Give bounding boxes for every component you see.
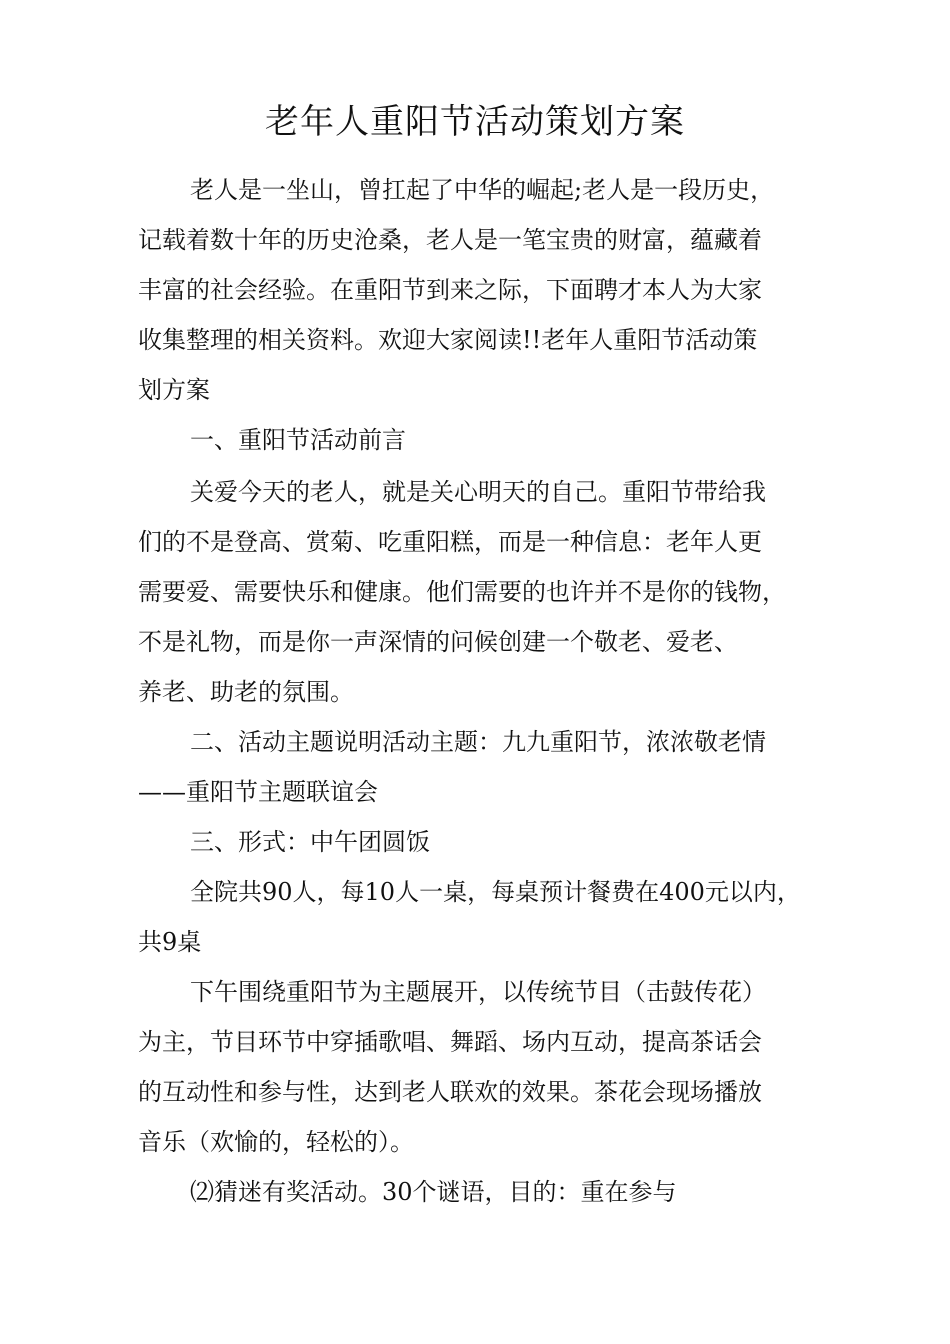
paragraph-intro-line-2: 记载着数十年的历史沧桑，老人是一笔宝贵的财富，蕴藏着 — [138, 226, 762, 254]
paragraph-preface-line-5: 养老、助老的氛围。 — [138, 678, 354, 706]
paragraph-intro-line-3: 丰富的社会经验。在重阳节到来之际，下面聘才本人为大家 — [138, 276, 762, 304]
paragraph-afternoon-line-2: 为主，节目环节中穿插歌唱、舞蹈、场内互动，提高茶话会 — [138, 1028, 762, 1056]
paragraph-afternoon-line-4: 音乐（欢愉的，轻松的）。 — [138, 1128, 414, 1156]
section-heading-2-continuation: ——重阳节主题联谊会 — [138, 778, 378, 806]
paragraph-afternoon-line-1: 下午围绕重阳节为主题展开，以传统节目（击鼓传花） — [190, 978, 766, 1006]
paragraph-meal-line-2: 共9桌 — [138, 928, 202, 956]
paragraph-intro-line-5: 划方案 — [138, 376, 210, 404]
section-heading-2: 二、活动主题说明活动主题：九九重阳节，浓浓敬老情 — [190, 728, 766, 756]
paragraph-preface-line-1: 关爱今天的老人，就是关心明天的自己。重阳节带给我 — [190, 478, 766, 506]
paragraph-preface-line-4: 不是礼物，而是你一声深情的问候创建一个敬老、爱老、 — [138, 628, 738, 656]
paragraph-riddle-line-1: ⑵猜迷有奖活动。30个谜语，目的：重在参与 — [190, 1178, 677, 1206]
paragraph-preface-line-2: 们的不是登高、赏菊、吃重阳糕，而是一种信息：老年人更 — [138, 528, 762, 556]
document-title: 老年人重阳节活动策划方案 — [265, 102, 685, 142]
paragraph-intro-line-1: 老人是一坐山，曾扛起了中华的崛起;老人是一段历史， — [190, 176, 775, 204]
paragraph-meal-line-1: 全院共90人，每10人一桌，每桌预计餐费在400元以内， — [190, 878, 801, 906]
paragraph-preface-line-3: 需要爱、需要快乐和健康。他们需要的也许并不是你的钱物， — [138, 578, 786, 606]
section-heading-1: 一、重阳节活动前言 — [190, 426, 406, 454]
paragraph-afternoon-line-3: 的互动性和参与性，达到老人联欢的效果。茶花会现场播放 — [138, 1078, 762, 1106]
section-heading-3: 三、形式：中午团圆饭 — [190, 828, 430, 856]
paragraph-intro-line-4: 收集整理的相关资料。欢迎大家阅读!!老年人重阳节活动策 — [138, 326, 758, 354]
